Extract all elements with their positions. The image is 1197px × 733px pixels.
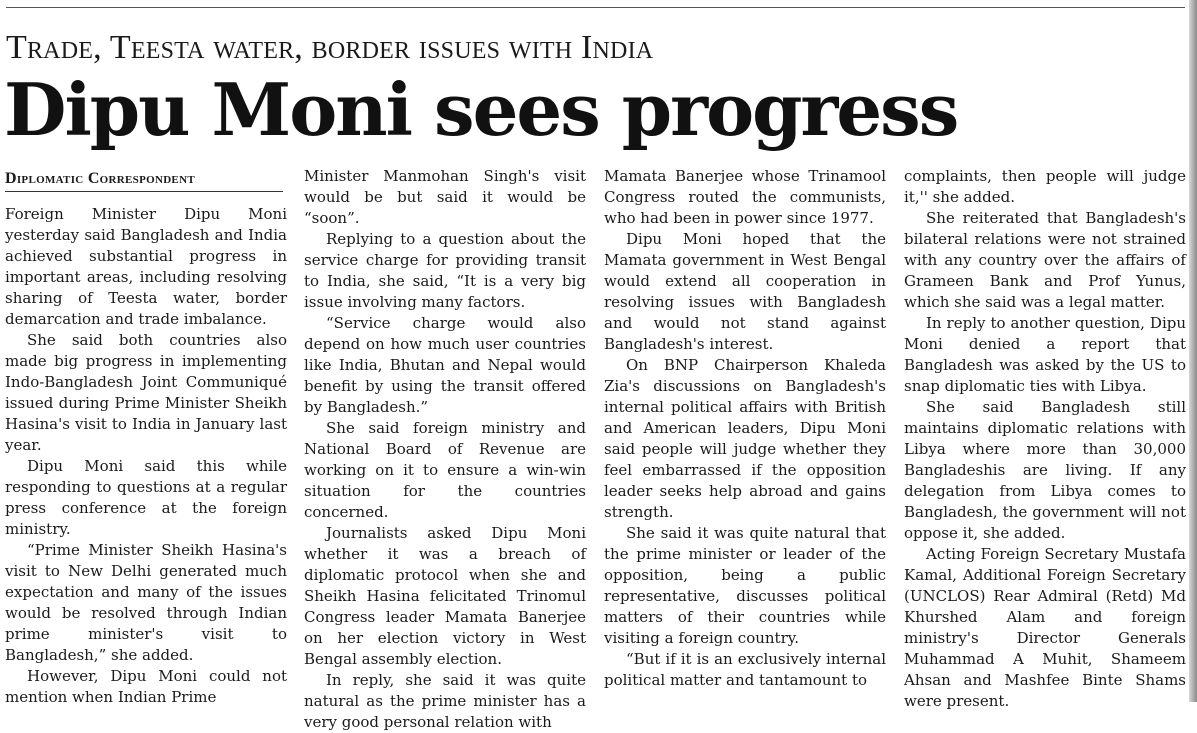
paragraph: In reply, she said it was quite natural as the prime minister has a very good personal relation with: [304, 671, 586, 731]
paragraph: On BNP Chairperson Khaleda Zia's discussions on Bangladesh's internal political affairs with British and American leaders, Dipu Moni said people will judge whether they feel embarrassed if the opposition leader seeks help abroad and gains strength.: [604, 356, 886, 521]
paragraph: Dipu Moni hoped that the Mamata government in West Bengal would extend all cooperation in resolving issues with Bangladesh and would not stand against Bangladesh's interest.: [604, 230, 886, 353]
paragraph: She said foreign ministry and National Board of Revenue are working on it to ensure a win-win situation for the countries concerned.: [304, 419, 586, 521]
paragraph: She said both countries also made big progress in implementing Indo-Bangladesh Joint Communiqué issued during Prime Minister Sheikh Hasina's visit to India in January last year.: [5, 331, 287, 454]
text-column-2: [304, 166, 586, 731]
text-column-3: [604, 166, 886, 702]
paragraph: “Service charge would also depend on how much user countries like India, Bhutan and Nepal would benefit by using the transit offered by Bangladesh.”: [304, 314, 586, 416]
paragraph: “But if it is an exclusively internal political matter and tantamount to: [604, 650, 886, 689]
paragraph: complaints, then people will judge it,'' she added.: [904, 167, 1186, 206]
text-column-1: [5, 166, 287, 706]
top-rule: [6, 7, 1185, 8]
paragraph: Foreign Minister Dipu Moni yesterday said Bangladesh and India achieved substantial progress in important areas, including resolving sharing of Teesta water, border demarcation and trade imbalance.: [5, 205, 287, 328]
paragraph: She reiterated that Bangladesh's bilateral relations were not strained with any country over the affairs of Grameen Bank and Prof Yunus, which she said was a legal matter.: [904, 209, 1186, 311]
paragraph: Mamata Banerjee whose Trinamool Congress routed the communists, who had been in power since 1977.: [604, 167, 886, 227]
byline: Diplomatic Correspondent: [5, 170, 283, 192]
article-kicker: Trade, Teesta water, border issues with India: [6, 29, 654, 66]
paragraph: She said it was quite natural that the prime minister or leader of the opposition, being a public representative, discusses political matters of their countries while visiting a foreign country.: [604, 524, 886, 647]
paragraph: Journalists asked Dipu Moni whether it was a breach of diplomatic protocol when she and Sheikh Hasina felicitated Trinomul Congress leader Mamata Banerjee on her election victory in West Bengal assembly election.: [304, 524, 586, 668]
paragraph: In reply to another question, Dipu Moni denied a report that Bangladesh was asked by the US to snap diplomatic ties with Libya.: [904, 314, 1186, 395]
article-body: [5, 166, 1186, 731]
paragraph: Replying to a question about the service charge for providing transit to India, she said, “It is a very big issue involving many factors.: [304, 230, 586, 311]
paragraph: She said Bangladesh still maintains diplomatic relations with Libya where more than 30,000 Bangladeshis are living. If any delegation from Libya comes to Bangladesh, the government will not oppose it, she added.: [904, 398, 1186, 542]
text-column-4: [904, 166, 1186, 710]
paragraph: Acting Foreign Secretary Mustafa Kamal, Additional Foreign Secretary (UNCLOS) Rear Admiral (Retd) Md Khurshed Alam and foreign ministry's Director Generals Muhammad A Muhit, Shameem Ahsan and Mashfee Binte Shams were present.: [904, 545, 1186, 710]
paragraph: Dipu Moni said this while responding to questions at a regular press conference at the foreign ministry.: [5, 457, 287, 538]
page-edge-shadow: [1189, 0, 1197, 702]
article-headline: Dipu Moni sees progress: [4, 67, 958, 152]
paragraph: “Prime Minister Sheikh Hasina's visit to New Delhi generated much expectation and many of the issues would be resolved through Indian prime minister's visit to Bangladesh,” she added.: [5, 541, 287, 664]
paragraph: Minister Manmohan Singh's visit would be but said it would be “soon”.: [304, 167, 586, 227]
paragraph: However, Dipu Moni could not mention when Indian Prime: [5, 667, 287, 706]
